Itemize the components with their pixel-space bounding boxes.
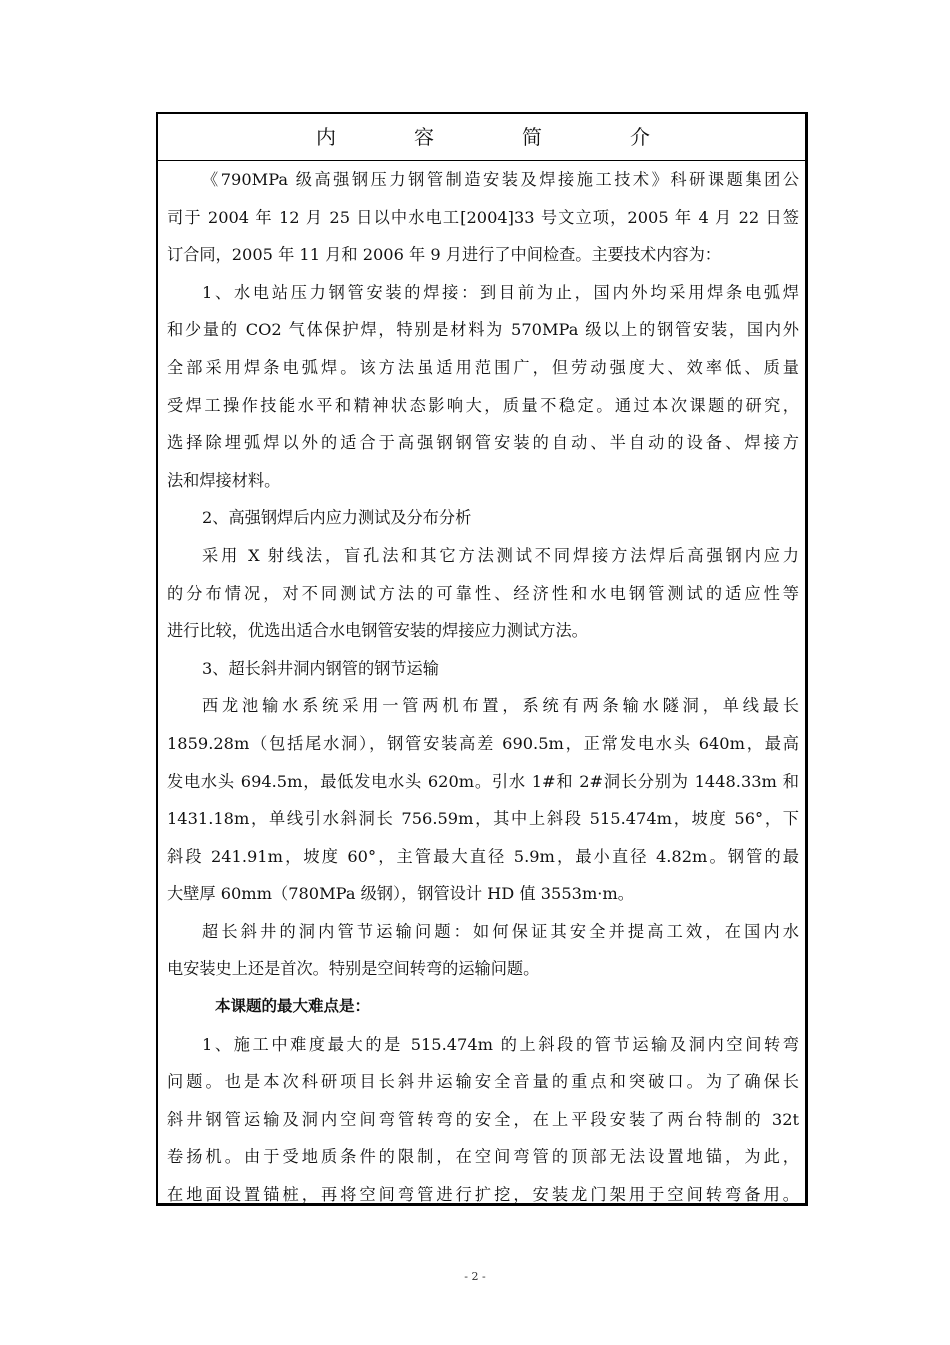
text-line: 1859.28m（包括尾水洞），钢管安装高差 690.5m，正常发电水头 640m，最高 bbox=[167, 733, 799, 753]
text-line: 斜井钢管运输及洞内空间弯管转弯的安全，在上平段安装了两台特制的 32t bbox=[167, 1109, 799, 1129]
text-line: 1、施工中难度最大的是 515.474m 的上斜段的管节运输及洞内空间转弯 bbox=[202, 1034, 799, 1054]
section-heading: 本课题的最大难点是： bbox=[215, 997, 371, 1016]
text-line: 采用 X 射线法，盲孔法和其它方法测试不同焊接方法焊后高强钢内应力 bbox=[202, 545, 799, 565]
text-line: 订合同，2005 年 11 月和 2006 年 9 月进行了中间检查。主要技术内容为： bbox=[167, 245, 721, 265]
text-line: 的分布情况，对不同测试方法的可靠性、经济性和水电钢管测试的适应性等 bbox=[167, 583, 799, 603]
text-line: 3、超长斜井洞内钢管的钢节运输 bbox=[202, 658, 439, 678]
text-line: 电安装史上还是首次。特别是空间转弯的运输问题。 bbox=[167, 959, 540, 979]
page-number: - 2 - bbox=[464, 1270, 486, 1283]
content-table bbox=[156, 112, 808, 1206]
text-line: 超长斜井的洞内管节运输问题：如何保证其安全并提高工效，在国内水 bbox=[202, 921, 799, 941]
text-line: 大壁厚 60mm（780MPa 级钢），钢管设计 HD 值 3553m·m。 bbox=[167, 884, 634, 904]
text-line: 进行比较，优选出适合水电钢管安装的焊接应力测试方法。 bbox=[167, 621, 588, 641]
text-line: 斜段 241.91m，坡度 60°，主管最大直径 5.9m，最小直径 4.82m。钢管的最 bbox=[167, 846, 799, 866]
text-line: 法和焊接材料。 bbox=[167, 470, 281, 490]
heading-char: 介 bbox=[630, 125, 650, 149]
table-heading-row bbox=[158, 114, 805, 161]
heading-char: 内 bbox=[316, 125, 336, 149]
text-line: 2、高强钢焊后内应力测试及分布分析 bbox=[202, 508, 472, 528]
text-line: 《790MPa 级高强钢压力钢管制造安装及焊接施工技术》科研课题集团公 bbox=[202, 170, 799, 189]
text-line: 1431.18m，单线引水斜洞长 756.59m，其中上斜段 515.474m，坡度 56°，下 bbox=[167, 809, 799, 829]
text-line: 西龙池输水系统采用一管两机布置，系统有两条输水隧洞，单线最长 bbox=[202, 696, 799, 716]
text-line: 卷扬机。由于受地质条件的限制，在空间弯管的顶部无法设置地锚，为此， bbox=[167, 1147, 799, 1167]
document-body bbox=[167, 161, 799, 1214]
text-line: 全部采用焊条电弧焊。该方法虽适用范围广，但劳动强度大、效率低、质量 bbox=[167, 357, 799, 377]
text-line: 在地面设置锚桩，再将空间弯管进行扩挖，安装龙门架用于空间转弯备用。 bbox=[167, 1185, 799, 1205]
heading-char: 简 bbox=[522, 125, 542, 149]
text-line: 1、水电站压力钢管安装的焊接：到目前为止，国内外均采用焊条电弧焊 bbox=[202, 282, 799, 302]
text-line: 发电水头 694.5m，最低发电水头 620m。引水 1#和 2#洞长分别为 1448.33m 和 bbox=[167, 771, 799, 791]
text-line: 问题。也是本次科研项目长斜井运输安全音量的重点和突破口。为了确保长 bbox=[167, 1072, 799, 1092]
text-line: 选择除埋弧焊以外的适合于高强钢钢管安装的自动、半自动的设备、焊接方 bbox=[167, 433, 799, 453]
heading-char: 容 bbox=[414, 125, 434, 149]
text-line: 司于 2004 年 12 月 25 日以中水电工[2004]33 号文立项，2005 年 4 月 22 日签 bbox=[167, 207, 799, 227]
text-line: 受焊工操作技能水平和精神状态影响大，质量不稳定。通过本次课题的研究， bbox=[167, 395, 799, 415]
text-line: 和少量的 CO2 气体保护焊，特别是材料为 570MPa 级以上的钢管安装，国内外 bbox=[167, 320, 799, 340]
